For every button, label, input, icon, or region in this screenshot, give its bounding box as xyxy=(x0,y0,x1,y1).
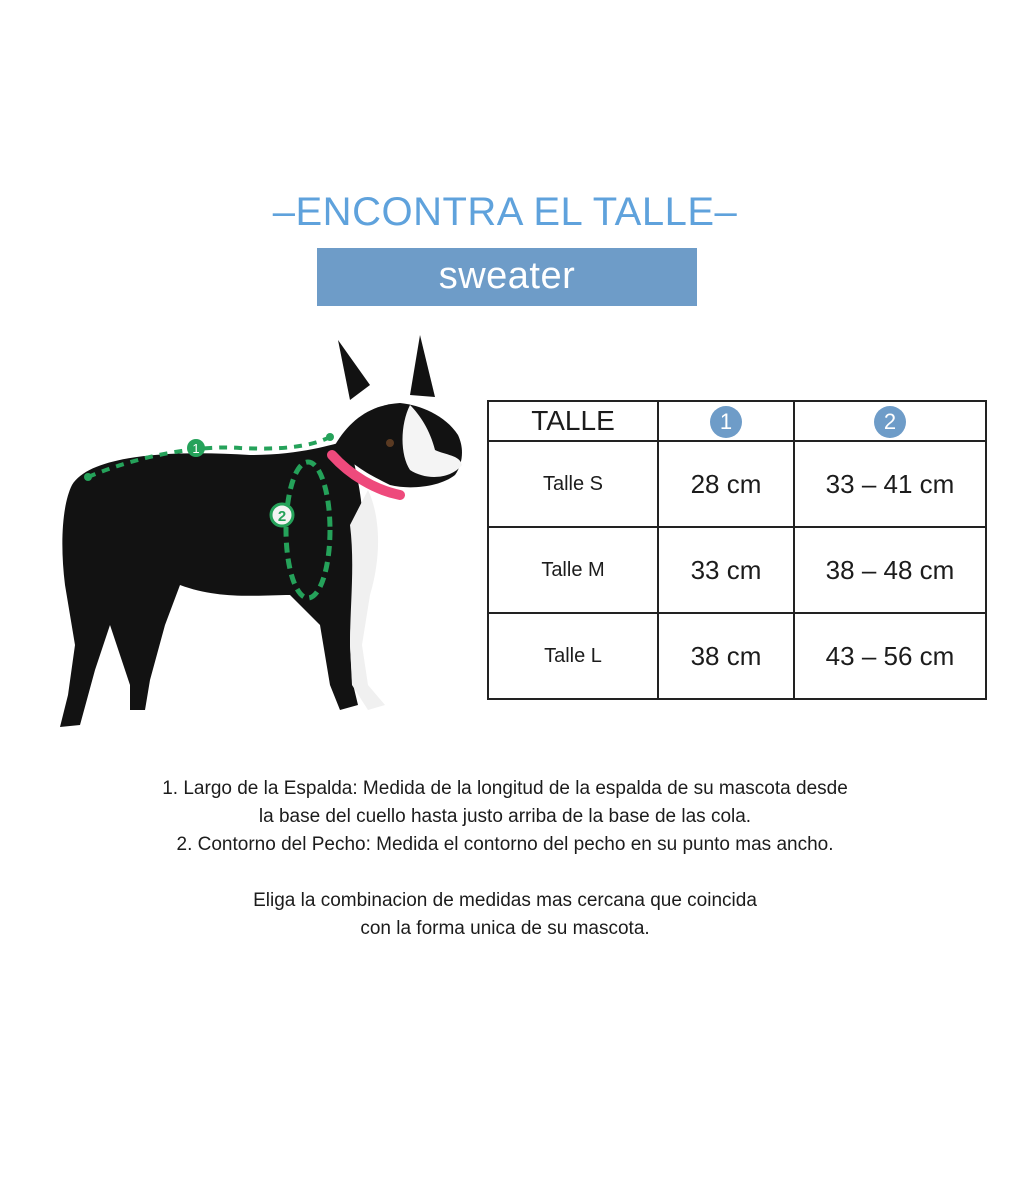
size-table xyxy=(487,400,987,700)
note-line-5: con la forma unica de su mascota. xyxy=(360,918,650,939)
dog-silhouette xyxy=(60,335,462,727)
note-line-1: 1. Largo de la Espalda: Medida de la longitud de la espalda de su mascota desde xyxy=(162,778,848,799)
table-row xyxy=(488,527,986,613)
table-header-row xyxy=(488,401,986,441)
measure-2-header-badge: 2 xyxy=(874,406,906,438)
row-label: Talle S xyxy=(488,441,658,527)
header-measure-1 xyxy=(658,401,794,441)
note-line-4: Eliga la combinacion de medidas mas cercana que coincida xyxy=(253,890,757,911)
cell-chest-girth: 33 – 41 cm xyxy=(794,441,986,527)
cell-back-length: 38 cm xyxy=(658,613,794,699)
row-label: Talle L xyxy=(488,613,658,699)
note-line-3: 2. Contorno del Pecho: Medida el contorno del pecho en su punto mas ancho. xyxy=(176,834,834,855)
header-measure-2 xyxy=(794,401,986,441)
note-line-2: la base del cuello hasta justo arriba de la base de las cola. xyxy=(258,806,752,827)
dog-illustration xyxy=(50,325,480,745)
instructions xyxy=(0,775,1010,943)
subtitle-band: sweater xyxy=(317,248,697,306)
cell-chest-girth: 43 – 56 cm xyxy=(794,613,986,699)
measure-2-label: 2 xyxy=(277,508,287,525)
cell-back-length: 33 cm xyxy=(658,527,794,613)
header-talle: TALLE xyxy=(488,401,658,441)
table-row xyxy=(488,613,986,699)
cell-back-length: 28 cm xyxy=(658,441,794,527)
cell-chest-girth: 38 – 48 cm xyxy=(794,527,986,613)
row-label: Talle M xyxy=(488,527,658,613)
page-title: –ENCONTRA EL TALLE– xyxy=(272,190,738,234)
measure-1-label: 1 xyxy=(192,441,200,456)
spacer xyxy=(0,859,1010,887)
measure-1-header-badge: 1 xyxy=(710,406,742,438)
table-row xyxy=(488,441,986,527)
